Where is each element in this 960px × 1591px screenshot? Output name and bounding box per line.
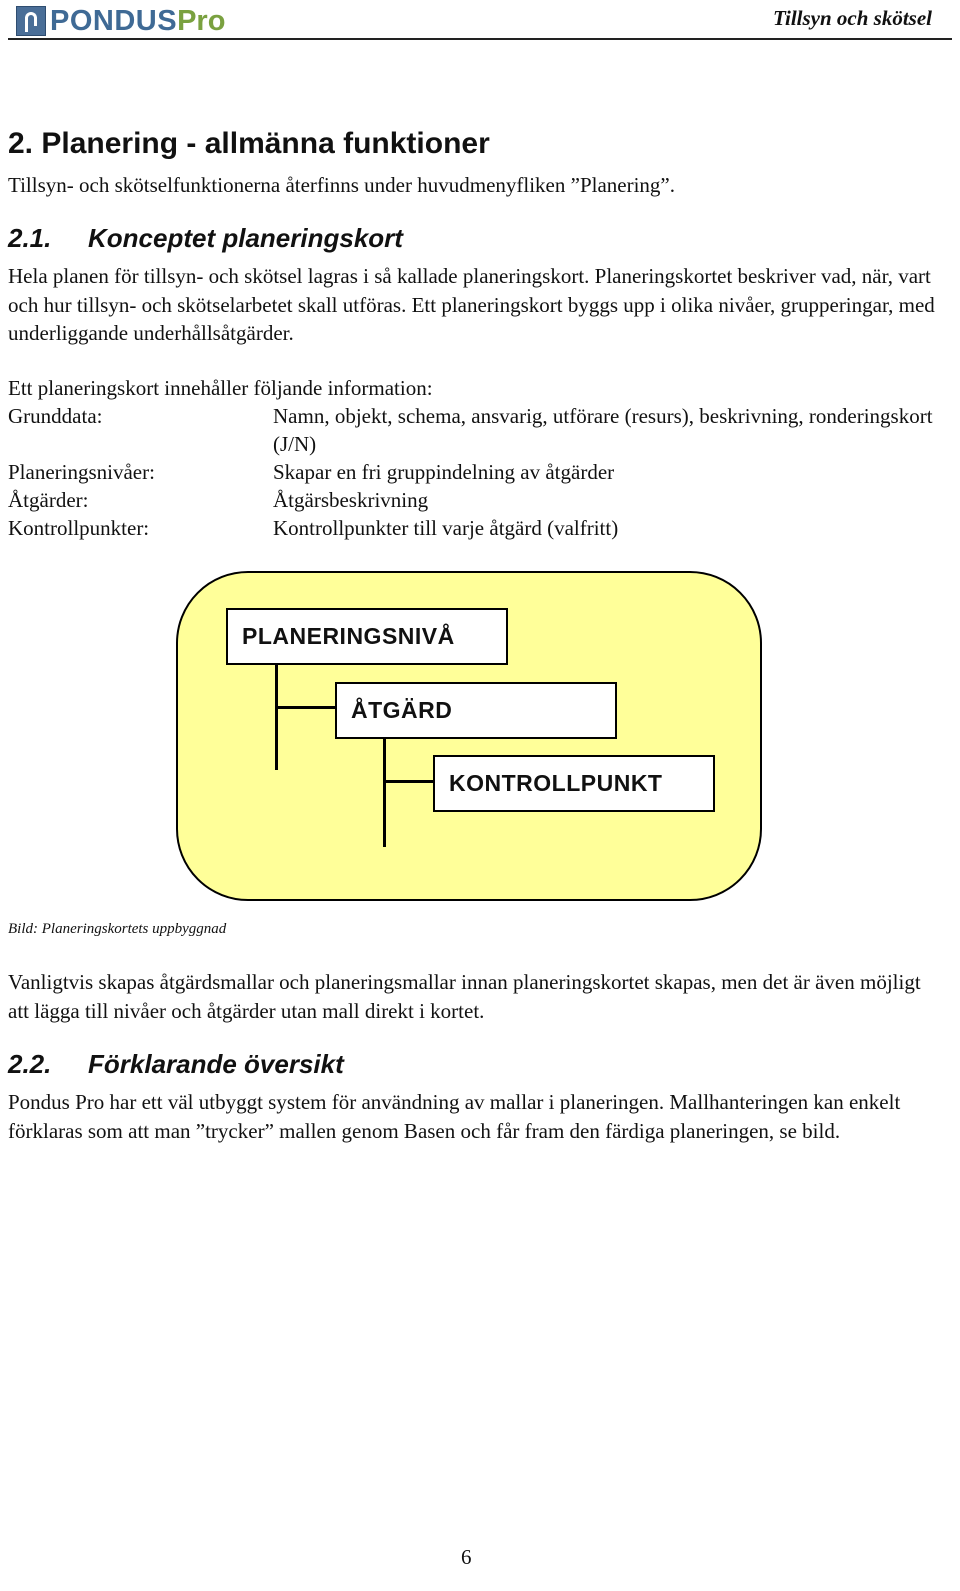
info-value: Åtgärsbeskrivning: [273, 488, 429, 512]
info-label: Planeringsnivåer:: [8, 460, 155, 484]
logo-name: PONDUS: [50, 5, 178, 37]
info-value: Namn, objekt, schema, ansvarig, utförare (resurs), beskrivning, ronderingskort (J/N): [273, 404, 933, 456]
info-row-planeringsnivaer: [8, 458, 938, 486]
logo-suffix: Pro: [177, 5, 226, 37]
section-2-2-paragraph: Pondus Pro har ett väl utbyggt system för användning av mallar i planeringen. Mallhanteringen kan enkelt förklaras som att man ”trycker” mallen genom Basen och får fram den färdiga planeringen, se bild.: [8, 1090, 901, 1143]
diagram-connector-line: [275, 663, 278, 770]
info-label: Åtgärder:: [8, 488, 89, 512]
page-number: 6: [461, 1545, 472, 1569]
diagram-caption: Bild: Planeringskortets uppbyggnad: [8, 921, 227, 937]
info-row-grunddata: [8, 402, 938, 458]
section-2-intro: Tillsyn- och skötselfunktionerna återfinns under huvudmenyfliken ”Planering”.: [8, 173, 676, 197]
info-row-kontrollpunkter: [8, 514, 938, 542]
info-intro: Ett planeringskort innehåller följande information:: [8, 376, 433, 400]
info-value: Skapar en fri gruppindelning av åtgärder: [273, 460, 615, 484]
section-2-2-heading: [8, 1049, 344, 1080]
planning-card-diagram: [176, 571, 762, 901]
pondus-logo-icon: [16, 6, 46, 36]
section-2-2-title: Förklarande översikt: [88, 1049, 344, 1079]
header-title: Tillsyn och skötsel: [772, 6, 932, 30]
info-value: Kontrollpunkter till varje åtgärd (valfritt): [273, 516, 619, 540]
pondus-pro-logo: [16, 5, 225, 37]
info-label: Grunddata:: [8, 404, 103, 428]
diagram-connector-line: [383, 780, 435, 783]
section-2-1-paragraph: Hela planen för tillsyn- och skötsel lagras i så kallade planeringskort. Planeringskortet beskriver vad, när, vart och hur tillsyn- och skötselarbetet skall utföras. Ett planeringskort byggs upp i olika nivåer, grupperingar, med underliggande underhållsåtgärder.: [8, 264, 935, 345]
section-2-heading: 2. Planering - allmänna funktioner: [8, 127, 490, 160]
diagram-box-planeringsniva: PLANERINGSNIVÅ: [226, 608, 508, 665]
section-2-1-heading: [8, 223, 403, 254]
diagram-box-kontrollpunkt: KONTROLLPUNKT: [433, 755, 715, 812]
diagram-box-atgard: ÅTGÄRD: [335, 682, 617, 739]
diagram-connector-line: [383, 737, 386, 847]
section-2-2-number: 2.2.: [8, 1049, 52, 1079]
section-2-1-title: Konceptet planeringskort: [88, 223, 403, 253]
page-header: [8, 2, 952, 40]
info-label: Kontrollpunkter:: [8, 516, 150, 540]
info-row-atgarder: [8, 486, 938, 514]
section-2-1-number: 2.1.: [8, 223, 52, 253]
diagram-connector-line: [275, 706, 335, 709]
after-diagram-paragraph: Vanligtvis skapas åtgärdsmallar och planeringsmallar innan planeringskortet skapas, men det är även möjligt att lägga till nivåer och åtgärder utan mall direkt i kortet.: [8, 970, 921, 1023]
